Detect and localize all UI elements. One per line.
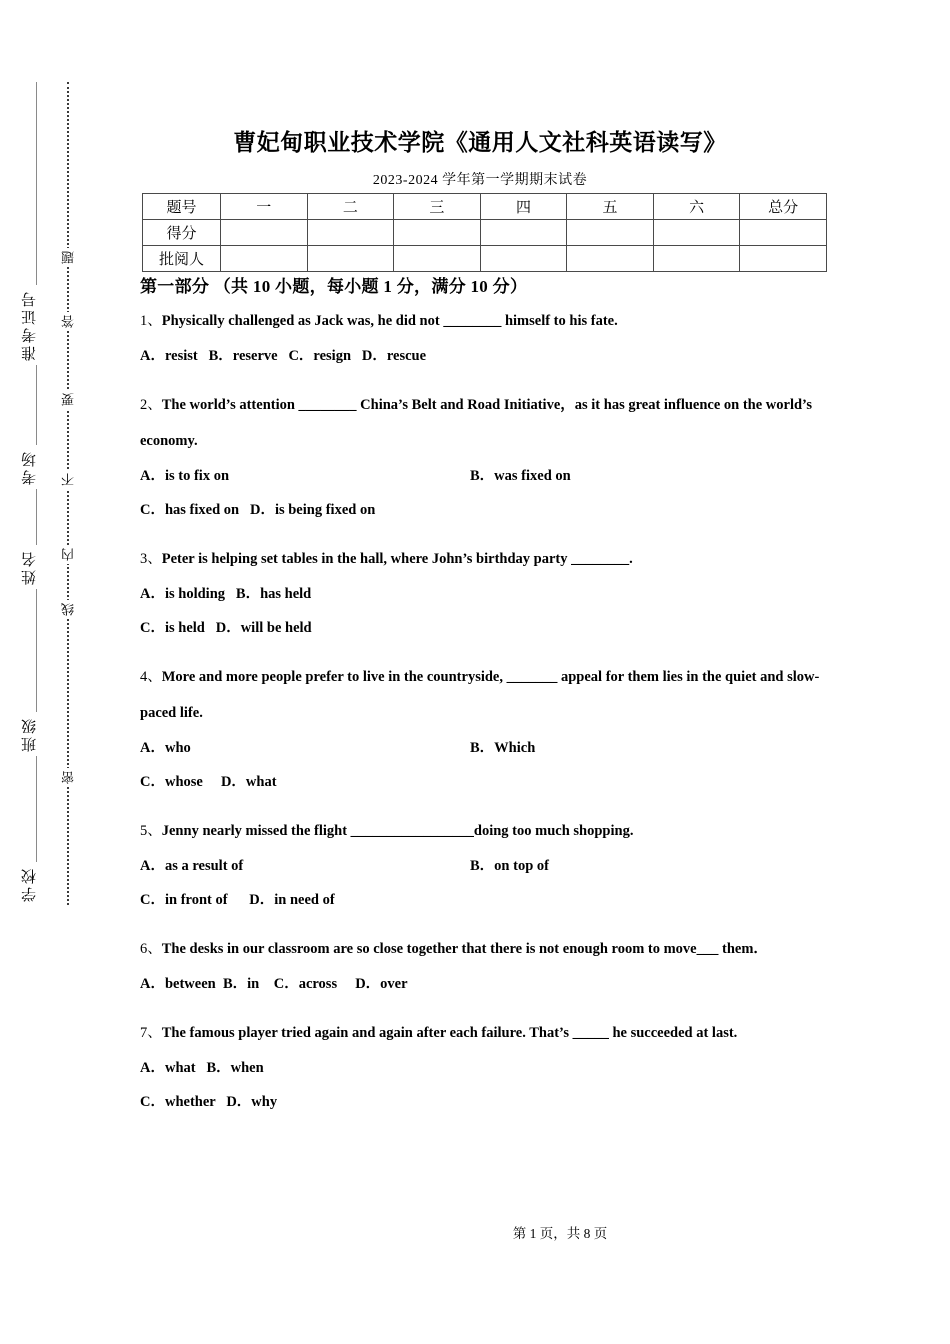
question-option[interactable]: A．what B．when xyxy=(140,1060,264,1076)
question-block xyxy=(140,387,840,539)
question-spacer xyxy=(140,645,840,657)
question-spacer xyxy=(140,917,840,929)
question-option[interactable]: A．as a result of xyxy=(140,858,244,874)
score-table-column-header: 四 xyxy=(480,194,567,220)
seal-field-label xyxy=(14,712,44,761)
score-table-cell[interactable] xyxy=(653,220,740,246)
question-options xyxy=(140,1051,840,1119)
question-options xyxy=(140,577,840,645)
question-block xyxy=(140,541,840,657)
score-table-row xyxy=(143,220,827,246)
score-table-cell[interactable] xyxy=(221,220,308,246)
question-options xyxy=(140,849,840,917)
question-options xyxy=(140,459,840,527)
question-option-row xyxy=(140,731,840,765)
question-stem xyxy=(140,541,840,577)
seal-dotted-char-text: 答 xyxy=(59,312,78,331)
seal-dotted-char-text: 内 xyxy=(59,545,78,564)
question-option-row xyxy=(140,1051,840,1085)
score-table-column-header: 总分 xyxy=(740,194,827,220)
question-option[interactable]: C．in front of D．in need of xyxy=(140,892,335,908)
question-option[interactable]: A．who xyxy=(140,740,191,756)
question-stem-text: Peter is helping set tables in the hall, where John’s birthday party ________. xyxy=(161,551,633,567)
question-number: 4、 xyxy=(140,669,162,685)
score-table-column-header: 一 xyxy=(221,194,308,220)
question-spacer xyxy=(140,1001,840,1013)
question-option[interactable]: C．whether D．why xyxy=(140,1094,278,1110)
question-option[interactable]: B．was fixed on xyxy=(470,468,571,484)
question-spacer xyxy=(140,799,840,811)
seal-dotted-char-text: 不 xyxy=(59,470,78,489)
question-option-row xyxy=(140,1085,840,1119)
seal-field-label-text: 学校 xyxy=(19,862,40,906)
seal-field-label xyxy=(14,445,44,494)
question-option[interactable]: B．on top of xyxy=(470,858,549,874)
score-table-cell[interactable] xyxy=(221,246,308,272)
question-option[interactable]: B．Which xyxy=(470,740,536,756)
seal-margin-strip xyxy=(0,0,130,1344)
question-stem xyxy=(140,387,840,459)
questions-container xyxy=(140,272,840,1133)
score-table-cell[interactable] xyxy=(740,246,827,272)
question-spacer xyxy=(140,1119,840,1131)
seal-field-label xyxy=(14,862,44,911)
question-stem xyxy=(140,813,840,849)
question-number: 2、 xyxy=(140,397,162,413)
page-title: 曹妃甸职业技术学院《通用人文社科英语读写》 xyxy=(233,130,727,156)
question-options xyxy=(140,731,840,799)
seal-field-label xyxy=(14,285,44,370)
page-body xyxy=(130,0,950,1344)
question-stem-text: The desks in our classroom are so close together that there is not enough room to move___ them． xyxy=(161,941,768,957)
question-number: 5、 xyxy=(140,823,162,839)
question-block xyxy=(140,813,840,929)
score-table-row xyxy=(143,194,827,220)
question-option-row xyxy=(140,493,840,527)
question-option-row xyxy=(140,967,840,1001)
question-spacer xyxy=(140,527,840,539)
question-number: 7、 xyxy=(140,1025,162,1041)
seal-dotted-char-text: 要 xyxy=(59,390,78,409)
score-table-cell[interactable] xyxy=(653,246,740,272)
seal-field-label-text: 姓名 xyxy=(19,545,40,589)
score-table-cell[interactable] xyxy=(740,220,827,246)
seal-dotted-char xyxy=(57,312,79,336)
seal-dotted-char xyxy=(57,470,79,494)
question-number: 1、 xyxy=(140,313,162,329)
score-table-cell[interactable] xyxy=(394,220,481,246)
score-table-column-header: 六 xyxy=(653,194,740,220)
score-table-cell[interactable] xyxy=(567,246,654,272)
score-table-cell[interactable] xyxy=(307,246,394,272)
question-stem xyxy=(140,931,840,967)
score-table-cell[interactable] xyxy=(480,246,567,272)
seal-field-label xyxy=(14,545,44,594)
seal-dotted-char xyxy=(57,248,79,272)
question-spacer xyxy=(140,373,840,385)
score-table-row-header: 批阅人 xyxy=(143,246,221,272)
question-stem xyxy=(140,659,840,731)
question-option-row xyxy=(140,459,840,493)
part-one-heading: 第一部分 （共 10 小题，每小题 1 分，满分 10 分） xyxy=(140,277,528,296)
seal-dotted-char xyxy=(57,545,79,569)
question-block xyxy=(140,303,840,385)
question-stem-text: The famous player tried again and again after each failure. That’s _____ he succeeded at last. xyxy=(161,1025,738,1041)
question-stem xyxy=(140,1015,840,1051)
score-table-cell[interactable] xyxy=(307,220,394,246)
seal-field-label-text: 准考证号 xyxy=(19,285,40,365)
question-option[interactable]: C．is held D．will be held xyxy=(140,620,312,636)
question-option-row xyxy=(140,883,840,917)
question-options xyxy=(140,967,840,1001)
question-options xyxy=(140,339,840,373)
question-stem xyxy=(140,303,840,339)
seal-field-label-text: 考场 xyxy=(19,445,40,489)
score-table-cell[interactable] xyxy=(394,246,481,272)
seal-dotted-char-text: 密 xyxy=(59,768,78,787)
seal-dotted-char xyxy=(57,600,79,624)
question-option[interactable]: C．whose D．what xyxy=(140,774,277,790)
score-table-column-header: 二 xyxy=(307,194,394,220)
score-table-row-header: 题号 xyxy=(143,194,221,220)
score-table-row-header: 得分 xyxy=(143,220,221,246)
score-table-cell[interactable] xyxy=(567,220,654,246)
question-stem-text: More and more people prefer to live in the countryside, _______ appeal for them lies in the quiet and slow-paced life. xyxy=(140,669,820,721)
seal-dotted-char-text: 题 xyxy=(59,248,78,267)
seal-field-label-text: 班级 xyxy=(19,712,40,756)
question-stem-text: Jenny nearly missed the flight _________________doing too much shopping. xyxy=(161,823,634,839)
question-option-row xyxy=(140,577,840,611)
score-table-cell[interactable] xyxy=(480,220,567,246)
question-option[interactable]: A．is to fix on xyxy=(140,468,230,484)
question-block xyxy=(140,659,840,811)
seal-dotted-char-text: 线 xyxy=(59,600,78,619)
question-number: 3、 xyxy=(140,551,162,567)
question-option[interactable]: A．resist B．reserve C．resign D．rescue xyxy=(140,348,427,364)
seal-dotted-char xyxy=(57,390,79,414)
question-number: 6、 xyxy=(140,941,162,957)
score-table-column-header: 五 xyxy=(567,194,654,220)
page-number-label: 第 1 页，共 8 页 xyxy=(512,1226,608,1241)
question-option-row xyxy=(140,765,840,799)
score-table xyxy=(142,193,827,272)
question-option[interactable]: C．has fixed on D．is being fixed on xyxy=(140,502,376,518)
page-footer xyxy=(130,1222,950,1242)
question-block xyxy=(140,1015,840,1131)
question-block xyxy=(140,931,840,1013)
score-table-column-header: 三 xyxy=(394,194,481,220)
question-option-row xyxy=(140,339,840,373)
seal-dotted-char xyxy=(57,768,79,792)
question-stem-text: Physically challenged as Jack was, he did not ________ himself to his fate. xyxy=(161,313,618,329)
question-stem-text: The world’s attention ________ China’s Belt and Road Initiative，as it has great influence on the world’s economy. xyxy=(140,397,812,449)
question-option-row xyxy=(140,611,840,645)
question-option-row xyxy=(140,849,840,883)
question-option[interactable]: A．between B．in C．across D．over xyxy=(140,976,408,992)
page-subtitle: 2023-2024 学年第一学期期末试卷 xyxy=(372,173,588,188)
question-option[interactable]: A．is holding B．has held xyxy=(140,586,312,602)
score-table-row xyxy=(143,246,827,272)
